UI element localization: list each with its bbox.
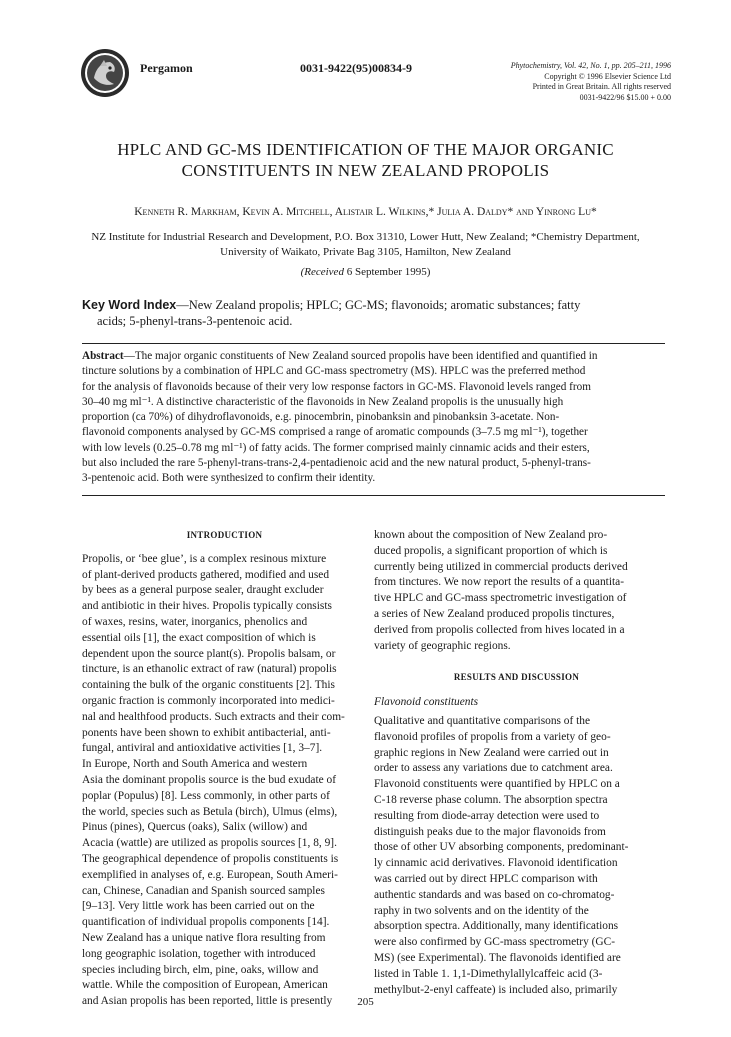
keyword-index — [82, 297, 647, 329]
abstract-line: proportion (ca 70%) of dihydroflavonoids, e.g. pinocembrin, pinobanksin and pinobanksin 3-acetate. Non- — [82, 411, 560, 424]
text-line: duced propolis, a significant proportion of which is — [374, 544, 608, 557]
text-line: derived from propolis collected from hives located in a — [374, 623, 625, 636]
affiliation-line: NZ Institute for Industrial Research and Development, P.O. Box 31310, Lower Hutt, New Zealand; *Chemistry Department, — [91, 231, 640, 243]
text-line: [9–13]. Very little work has been carried out on the — [82, 900, 315, 913]
text-line: organic fraction is commonly incorporated into medici- — [82, 694, 335, 707]
text-line: resulting from diode-array detection were used to — [374, 809, 600, 822]
right-column-intro — [374, 528, 659, 654]
text-line: New Zealand has a unique native flora resulting from — [82, 931, 326, 944]
journal-citation: Phytochemistry, Vol. 42, No. 1, pp. 205–211, 1996 — [510, 61, 671, 70]
printed-line: Printed in Great Britain. All rights reserved — [532, 82, 671, 91]
text-line: variety of geographic regions. — [374, 639, 511, 652]
text-line: listed in Table 1. 1,1-Dimethylallylcaffeic acid (3- — [374, 967, 603, 980]
text-line: ly cinnamic acid derivatives. Flavonoid identification — [374, 857, 618, 870]
left-column-body — [82, 552, 367, 1010]
text-line: and Asian propolis has been reported, little is presently — [82, 995, 333, 1008]
abstract-line: 3-pentenoic acid. Both were synthesized to confirm their identity. — [82, 472, 376, 485]
text-line: Qualitative and quantitative comparisons of the — [374, 714, 591, 727]
text-line: nal and healthfood products. Such extracts and their com- — [82, 710, 345, 723]
received-value: 6 September 1995) — [346, 266, 431, 278]
text-line: containing the bulk of the organic constituents [2]. This — [82, 679, 335, 692]
section-heading-results: RESULTS AND DISCUSSION — [453, 672, 580, 683]
left-column — [82, 528, 367, 1010]
text-line: quantification of individual propolis components [14]. — [82, 916, 330, 929]
text-line: authentic standards and was based on co-chromatog- — [374, 888, 615, 901]
abstract-line: —The major organic constituents of New Zealand sourced propolis have been identified and quantified in — [123, 350, 598, 362]
text-line: of waxes, resins, water, inorganics, phenolics and — [82, 615, 308, 628]
text-line: poplar (Populus) [8]. Less commonly, in other parts of — [82, 789, 330, 802]
text-line: the world, species such as Betula (birch), Ulmus (elms), — [82, 805, 338, 818]
journal-info — [451, 61, 671, 103]
text-line: essential oils [1], the exact composition of which is — [82, 631, 316, 644]
price-line: 0031-9422/96 $15.00 + 0.00 — [579, 92, 671, 102]
abstract-line: for the analysis of flavonoids because of their very low response factors in GC-MS. Flavonoid levels ranged from — [82, 380, 591, 393]
title-line: CONSTITUENTS IN NEW ZEALAND PROPOLIS — [181, 161, 550, 180]
text-line: a series of New Zealand produced propolis tinctures, — [374, 607, 615, 620]
text-line: absorption spectra. Additionally, many identifications — [374, 920, 619, 933]
text-line: methylbut-2-enyl caffeate) is included also, primarily — [374, 983, 618, 996]
author-list: Kenneth R. Markham, Kevin A. Mitchell, Alistair L. Wilkins,* Julia A. Daldy* and Yinrong Lu* — [134, 206, 597, 218]
received-date — [60, 266, 671, 278]
abstract-label: Abstract — [82, 350, 124, 362]
text-line: order to assess any variations due to catchment area. — [374, 762, 613, 775]
text-line: tive HPLC and GC-mass spectrometric investigation of — [374, 592, 627, 605]
text-line: wattle. While the composition of European, American — [82, 979, 328, 992]
right-column-body — [374, 714, 659, 998]
text-line: long geographic isolation, together with introduced — [82, 947, 316, 960]
text-line: In Europe, North and South America and western — [82, 758, 308, 771]
page-number: 205 — [357, 996, 374, 1008]
affiliation-line: University of Waikato, Private Bag 3105, Hamilton, New Zealand — [220, 246, 511, 258]
abstract-line: tincture solutions by a combination of HPLC and GC-mass spectrometry (MS). HPLC was the preferred method — [82, 365, 586, 378]
text-line: by bees as a general purpose sealer, draught excluder — [82, 584, 324, 597]
text-line: can, Chinese, Canadian and Spanish sourced samples — [82, 884, 325, 897]
text-line: dependent upon the source plant(s). Propolis balsam, or — [82, 647, 336, 660]
text-line: distinguish peaks due to the major flavonoids from — [374, 825, 606, 838]
text-line: Asia the dominant propolis source is the bud exudate of — [82, 773, 337, 786]
text-line: ponents have been shown to exhibit antibacterial, anti- — [82, 726, 331, 739]
keyword-text: —New Zealand propolis; HPLC; GC-MS; flavonoids; aromatic substances; fatty — [176, 298, 581, 312]
title-line: HPLC AND GC-MS IDENTIFICATION OF THE MAJOR ORGANIC — [117, 140, 614, 159]
keyword-text: acids; 5-phenyl-trans-3-pentenoic acid. — [97, 314, 293, 328]
abstract-line: but also included the rare 5-phenyl-trans-trans-2,4-pentadienoic acid and the new natural product, 5-phenyl-trans- — [82, 457, 591, 470]
text-line: raphy in two solvents and on the identity of the — [374, 904, 589, 917]
subheading-flavonoid-constituents: Flavonoid constituents — [374, 696, 479, 709]
pergamon-logo — [80, 48, 130, 98]
text-line: exemplified in analyses of, e.g. European, South Ameri- — [82, 868, 338, 881]
text-line: C-18 reverse phase column. The absorption spectra — [374, 793, 608, 806]
text-line: species including birch, elm, pine, oaks, willow and — [82, 963, 319, 976]
text-line: tincture, is an ethanolic extract of raw (natural) propolis — [82, 663, 337, 676]
article-code: 0031-9422(95)00834-9 — [300, 61, 412, 75]
affiliations — [70, 230, 661, 260]
text-line: were also confirmed by GC-mass spectrometry (GC- — [374, 936, 616, 949]
text-line: and antibiotic in their hives. Propolis typically consists — [82, 600, 332, 613]
text-line: flavonoid profiles of propolis from a variety of geo- — [374, 730, 611, 743]
text-line: those of other UV absorbing components, predominant- — [374, 841, 629, 854]
copyright-line: Copyright © 1996 Elsevier Science Ltd — [544, 71, 671, 81]
text-line: fungal, antiviral and antioxidative activities [1, 3–7]. — [82, 742, 323, 755]
text-line: graphic regions in New Zealand were carried out in — [374, 746, 609, 759]
article-title — [60, 139, 671, 181]
right-column — [374, 528, 659, 998]
text-line: The geographical dependence of propolis constituents is — [82, 852, 339, 865]
abstract-line: with low levels (0.25–0.78 mg ml⁻¹) of fatty acids. The former comprised mainly cinnamic acids and their esters, — [82, 441, 590, 454]
text-line: of plant-derived products gathered, modified and used — [82, 568, 330, 581]
abstract-top-rule — [82, 343, 665, 344]
text-line: Propolis, or ‘bee glue’, is a complex resinous mixture — [82, 552, 327, 565]
publisher-name: Pergamon — [140, 61, 193, 75]
abstract-line: flavonoid components analysed by GC-MS comprised a range of aromatic compounds (3–7.5 mg ml⁻¹), together — [82, 426, 588, 439]
abstract-line: 30–40 mg ml⁻¹. A distinctive characteristic of the flavonoids in New Zealand propolis is the unusually high — [82, 395, 564, 408]
received-label: (Received — [300, 266, 344, 278]
text-line: MS) (see Experimental). The flavonoids identified are — [374, 951, 621, 964]
abstract — [82, 349, 665, 487]
text-line: known about the composition of New Zealand pro- — [374, 529, 608, 541]
text-line: Acacia (wattle) are utilized as propolis sources [1, 8, 9]. — [82, 837, 337, 850]
section-heading-introduction: INTRODUCTION — [186, 530, 263, 540]
abstract-bottom-rule — [82, 495, 665, 496]
text-line: Flavonoid constituents were quantified by HPLC on a — [374, 778, 620, 791]
text-line: was carried out by direct HPLC comparison with — [374, 872, 598, 885]
keyword-label: Key Word Index — [82, 298, 177, 312]
text-line: from tinctures. We now report the results of a quantita- — [374, 576, 625, 589]
text-line: Pinus (pines), Quercus (oaks), Salix (willow) and — [82, 821, 308, 834]
text-line: currently being utilized in commercial products derived — [374, 560, 628, 573]
